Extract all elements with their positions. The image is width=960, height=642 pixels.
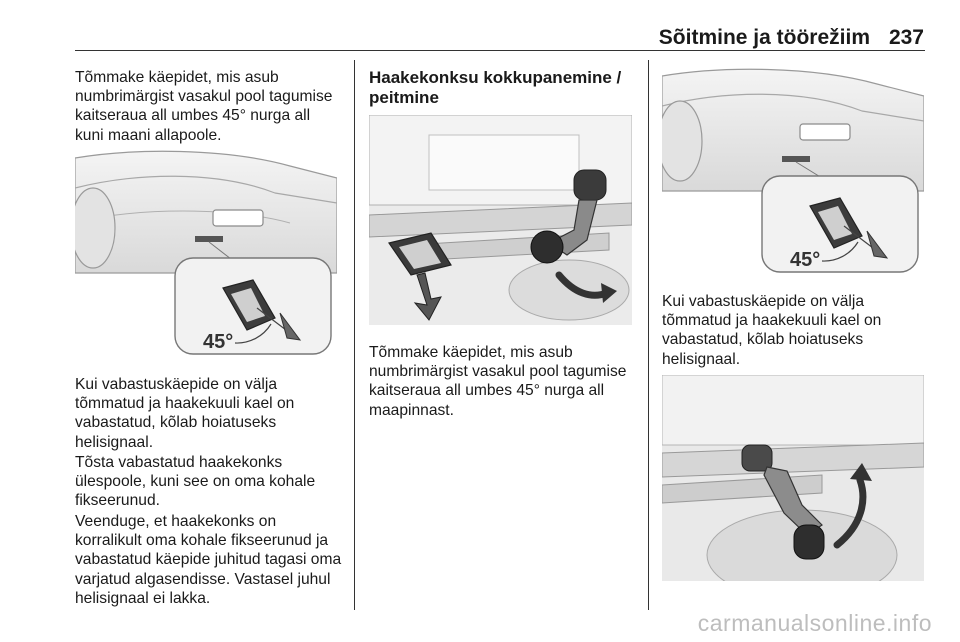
figure-hitch-stowing: [369, 115, 632, 325]
col1-paragraph-3: Tõsta vabastatud haakekonks ülespoole, kuni see on oma kohale fikseerunud.: [75, 454, 316, 510]
figure-release-handle-rear-2: [662, 66, 924, 276]
release-handle-illustration-2: [662, 66, 924, 276]
column-divider-right: [648, 60, 649, 610]
page-number: 237: [888, 26, 924, 49]
watermark: carmanualsonline.info: [697, 610, 932, 636]
col1-paragraph-1: Tõmmake käepidet, mis asub numbrimärgist vasakul pool tagumise kaitseraua all umbes 45° nurga all kuni maani allapoole.: [75, 69, 333, 144]
col1-paragraph-4: Veenduge, et haakekonks on korralikult oma kohale fikseerunud ja vabastatud käepide juhitud tagasi oma varjatud algasendisse. Vastasel juhul helisignaal ei lakka.: [75, 513, 342, 607]
header-divider: [75, 50, 925, 51]
col2-paragraph-1: Tõmmake käepidet, mis asub numbrimärgist vasakul pool tagumise kaitseraua all umbes 45° nurga all maapinnast.: [369, 344, 627, 419]
figure-release-handle-rear: [75, 148, 337, 358]
angle-label-2: 45°: [790, 249, 821, 271]
hitch-raising-illustration: [662, 375, 924, 581]
hitch-stowing-illustration: [369, 115, 632, 325]
angle-label: 45°: [203, 331, 234, 353]
col1-paragraph-2: Kui vabastuskäepide on välja tõmmatud ja haakekuuli kael on vabastatud, kõlab hoiatuseks helisignaal.: [75, 376, 295, 451]
page-title: Sõitmine ja töörežiim: [658, 26, 870, 49]
release-handle-illustration: [75, 148, 337, 358]
section-heading: Haakekonksu kokkupanemine / peitmine: [369, 68, 622, 107]
column-divider-left: [354, 60, 355, 610]
col3-paragraph-1: Kui vabastuskäepide on välja tõmmatud ja haakekuuli kael on vabastatud, kõlab hoiatuseks helisignaal.: [662, 293, 882, 368]
figure-hitch-raising: [662, 375, 924, 581]
